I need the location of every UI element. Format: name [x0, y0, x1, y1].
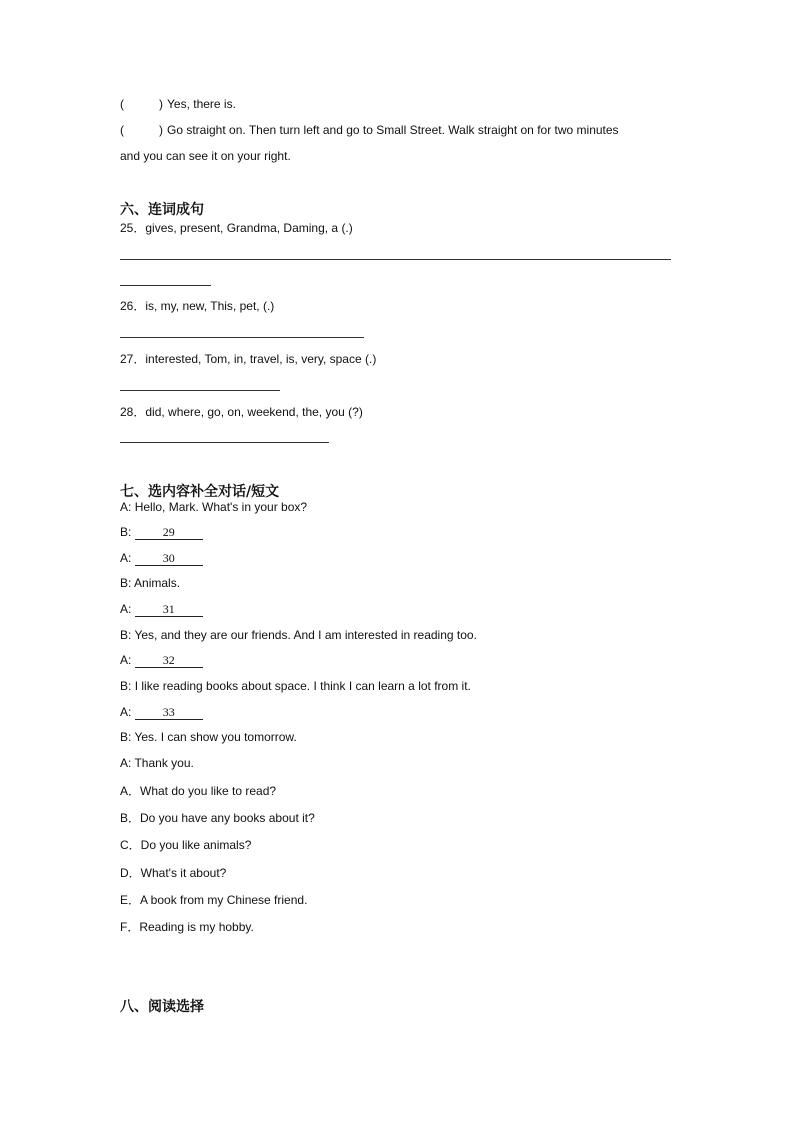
option-c: C．Do you like animals? — [120, 838, 252, 852]
answer-line[interactable] — [120, 390, 280, 391]
answer-line[interactable] — [120, 259, 671, 260]
dialogue-text: Yes. I can show you tomorrow. — [134, 730, 297, 744]
option-d: D．What's it about? — [120, 866, 227, 880]
dialogue-line — [120, 602, 203, 617]
answer-line[interactable] — [120, 285, 211, 286]
answer-line[interactable] — [120, 442, 329, 443]
speaker: A: — [120, 653, 132, 667]
dialogue-text: Animals. — [134, 576, 181, 590]
answer-blank-31[interactable]: 31 — [135, 603, 203, 617]
answer-paren-close: ) — [159, 97, 163, 111]
question-27: 27．interested, Tom, in, travel, is, very, space (.) — [120, 352, 377, 366]
speaker: B: — [120, 730, 132, 744]
speaker: A: — [120, 602, 132, 616]
speaker: A: — [120, 551, 132, 565]
dialogue-text: Yes, and they are our friends. And I am interested in reading too. — [134, 628, 477, 642]
dialogue-line — [120, 628, 477, 642]
question-26: 26．is, my, new, This, pet, (.) — [120, 299, 275, 313]
dialogue-line — [120, 500, 307, 514]
answer-blank-29[interactable]: 29 — [135, 526, 203, 540]
answer-paren-open: ( — [120, 123, 124, 137]
section-8-title: 八、阅读选择 — [120, 999, 204, 1015]
dialogue-option-text-cont: and you can see it on your right. — [120, 149, 291, 163]
speaker: A: — [120, 500, 132, 514]
answer-line[interactable] — [120, 337, 364, 338]
section-7-title: 七、选内容补全对话/短文 — [120, 484, 280, 500]
question-25: 25．gives, present, Grandma, Daming, a (.) — [120, 221, 353, 235]
speaker: B: — [120, 576, 132, 590]
dialogue-option-text: Go straight on. Then turn left and go to Small Street. Walk straight on for two minutes — [167, 123, 619, 137]
answer-paren-close: ) — [159, 123, 163, 137]
speaker: B: — [120, 679, 132, 693]
speaker: B: — [120, 628, 132, 642]
answer-blank-30[interactable]: 30 — [135, 552, 203, 566]
option-e: E．A book from my Chinese friend. — [120, 893, 308, 907]
dialogue-line — [120, 525, 203, 540]
speaker: A: — [120, 705, 132, 719]
dialogue-line — [120, 705, 203, 720]
dialogue-line — [120, 679, 471, 693]
dialogue-line — [120, 756, 194, 770]
option-b: B．Do you have any books about it? — [120, 811, 315, 825]
answer-paren-open: ( — [120, 97, 124, 111]
section-6-title: 六、连词成句 — [120, 202, 204, 218]
option-f: F．Reading is my hobby. — [120, 920, 254, 934]
dialogue-line — [120, 653, 203, 668]
speaker: A: — [120, 756, 132, 770]
answer-blank-33[interactable]: 33 — [135, 706, 203, 720]
speaker: B: — [120, 525, 132, 539]
dialogue-option-text: Yes, there is. — [167, 97, 236, 111]
option-a: A．What do you like to read? — [120, 784, 277, 798]
dialogue-line — [120, 730, 297, 744]
dialogue-text: I like reading books about space. I think I can learn a lot from it. — [134, 679, 471, 693]
dialogue-line — [120, 551, 203, 566]
dialogue-line — [120, 576, 180, 590]
question-28: 28．did, where, go, on, weekend, the, you (?) — [120, 405, 363, 419]
answer-blank-32[interactable]: 32 — [135, 654, 203, 668]
dialogue-text: Thank you. — [134, 756, 194, 770]
dialogue-text: Hello, Mark. What's in your box? — [134, 500, 308, 514]
